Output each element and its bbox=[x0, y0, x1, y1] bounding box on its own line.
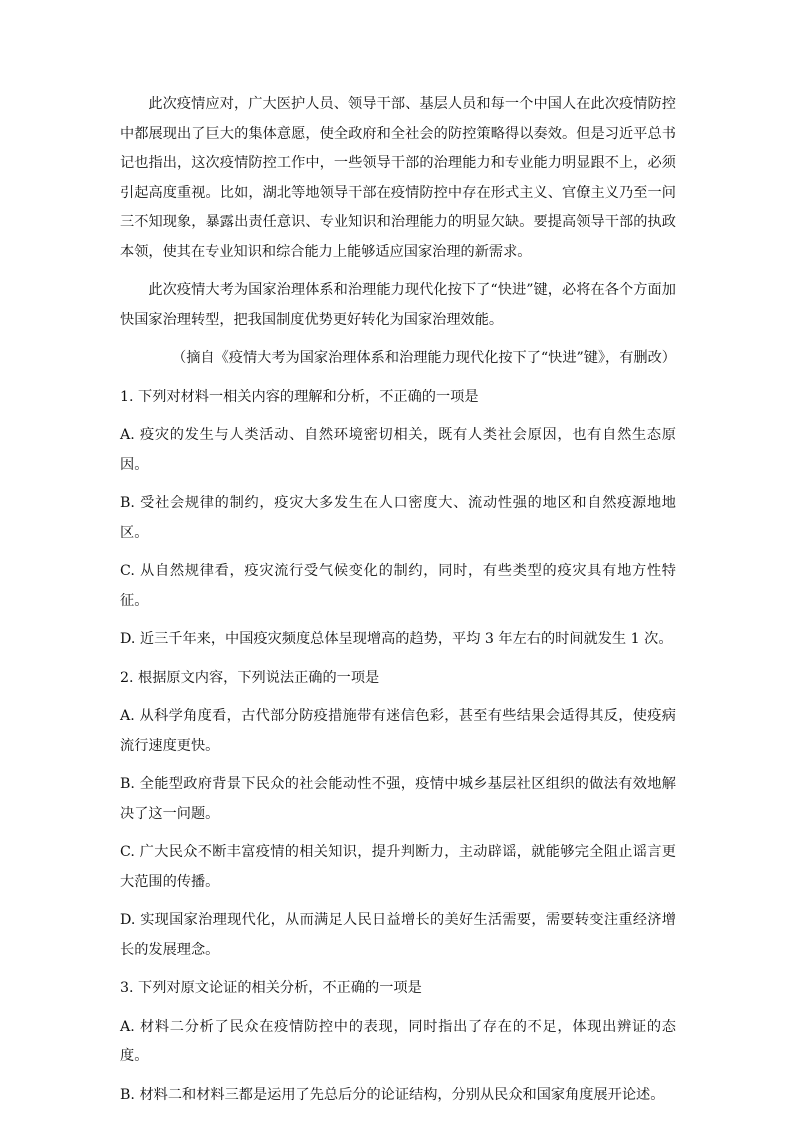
question-2-option-a: A. 从科学角度看，古代部分防疫措施带有迷信色彩，甚至有些结果会适得其反，使疫病流行速度更快。 bbox=[120, 708, 676, 754]
paragraph-1: 此次疫情应对，广大医护人员、领导干部、基层人员和每一个中国人在此次疫情防控中都展现出了巨大的集体意愿，使全政府和全社会的防控策略得以奏效。但是习近平总书记也指出，这次疫情防控工作中，一些领导干部的治理能力和专业能力明显跟不上，必须引起高度重视。比如，湖北等地领导干部在疫情防控中存在形式主义、官僚主义乃至一问三不知现象，暴露出责任意识、专业知识和治理能力的明显欠缺。要提高领导干部的执政本领，使其在专业知识和综合能力上能够适应国家治理的新需求。 bbox=[120, 96, 676, 260]
question-3-option-b: B. 材料二和材料三都是运用了先总后分的论证结构，分别从民众和国家角度展开论述。 bbox=[120, 1086, 665, 1103]
source-citation: （摘自《疫情大考为国家治理体系和治理能力现代化按下了“快进”键》，有删改） bbox=[172, 350, 676, 366]
question-3-option-a: A. 材料二分析了民众在疫情防控中的表现，同时指出了存在的不足，体现出辨证的态度。 bbox=[120, 1018, 676, 1064]
question-2-option-d: D. 实现国家治理现代化，从而满足人民日益增长的美好生活需要，需要转变注重经济增长的发展理念。 bbox=[120, 912, 676, 958]
question-3-stem: 3. 下列对原文论证的相关分析，不正确的一项是 bbox=[120, 980, 422, 996]
question-1-stem: 1. 下列对材料一相关内容的理解和分析，不正确的一项是 bbox=[120, 388, 479, 405]
question-1-option-d: D. 近三千年来，中国疫灾频度总体呈现增高的趋势，平均 3 年左右的时间就发生 1 次。 bbox=[120, 631, 673, 647]
question-1-option-c: C. 从自然规律看，疫灾流行受气候变化的制约，同时，有些类型的疫灾具有地方性特征。 bbox=[120, 563, 676, 609]
question-2-stem: 2. 根据原文内容，下列说法正确的一项是 bbox=[120, 669, 380, 686]
question-1-option-b: B. 受社会规律的制约，疫灾大多发生在人口密度大、流动性强的地区和自然疫源地地区。 bbox=[120, 495, 676, 541]
paragraph-2: 此次疫情大考为国家治理体系和治理能力现代化按下了“快进”键，必将在各个方面加快国家治理转型，把我国制度优势更好转化为国家治理效能。 bbox=[120, 282, 676, 328]
document-page bbox=[120, 90, 676, 1119]
question-1-option-a: A. 疫灾的发生与人类活动、自然环境密切相关，既有人类社会原因，也有自然生态原因。 bbox=[120, 427, 676, 473]
question-2-option-c: C. 广大民众不断丰富疫情的相关知识，提升判断力，主动辟谣，就能够完全阻止谣言更大范围的传播。 bbox=[120, 844, 676, 890]
question-2-option-b: B. 全能型政府背景下民众的社会能动性不强，疫情中城乡基层社区组织的做法有效地解决了这一问题。 bbox=[120, 776, 676, 822]
